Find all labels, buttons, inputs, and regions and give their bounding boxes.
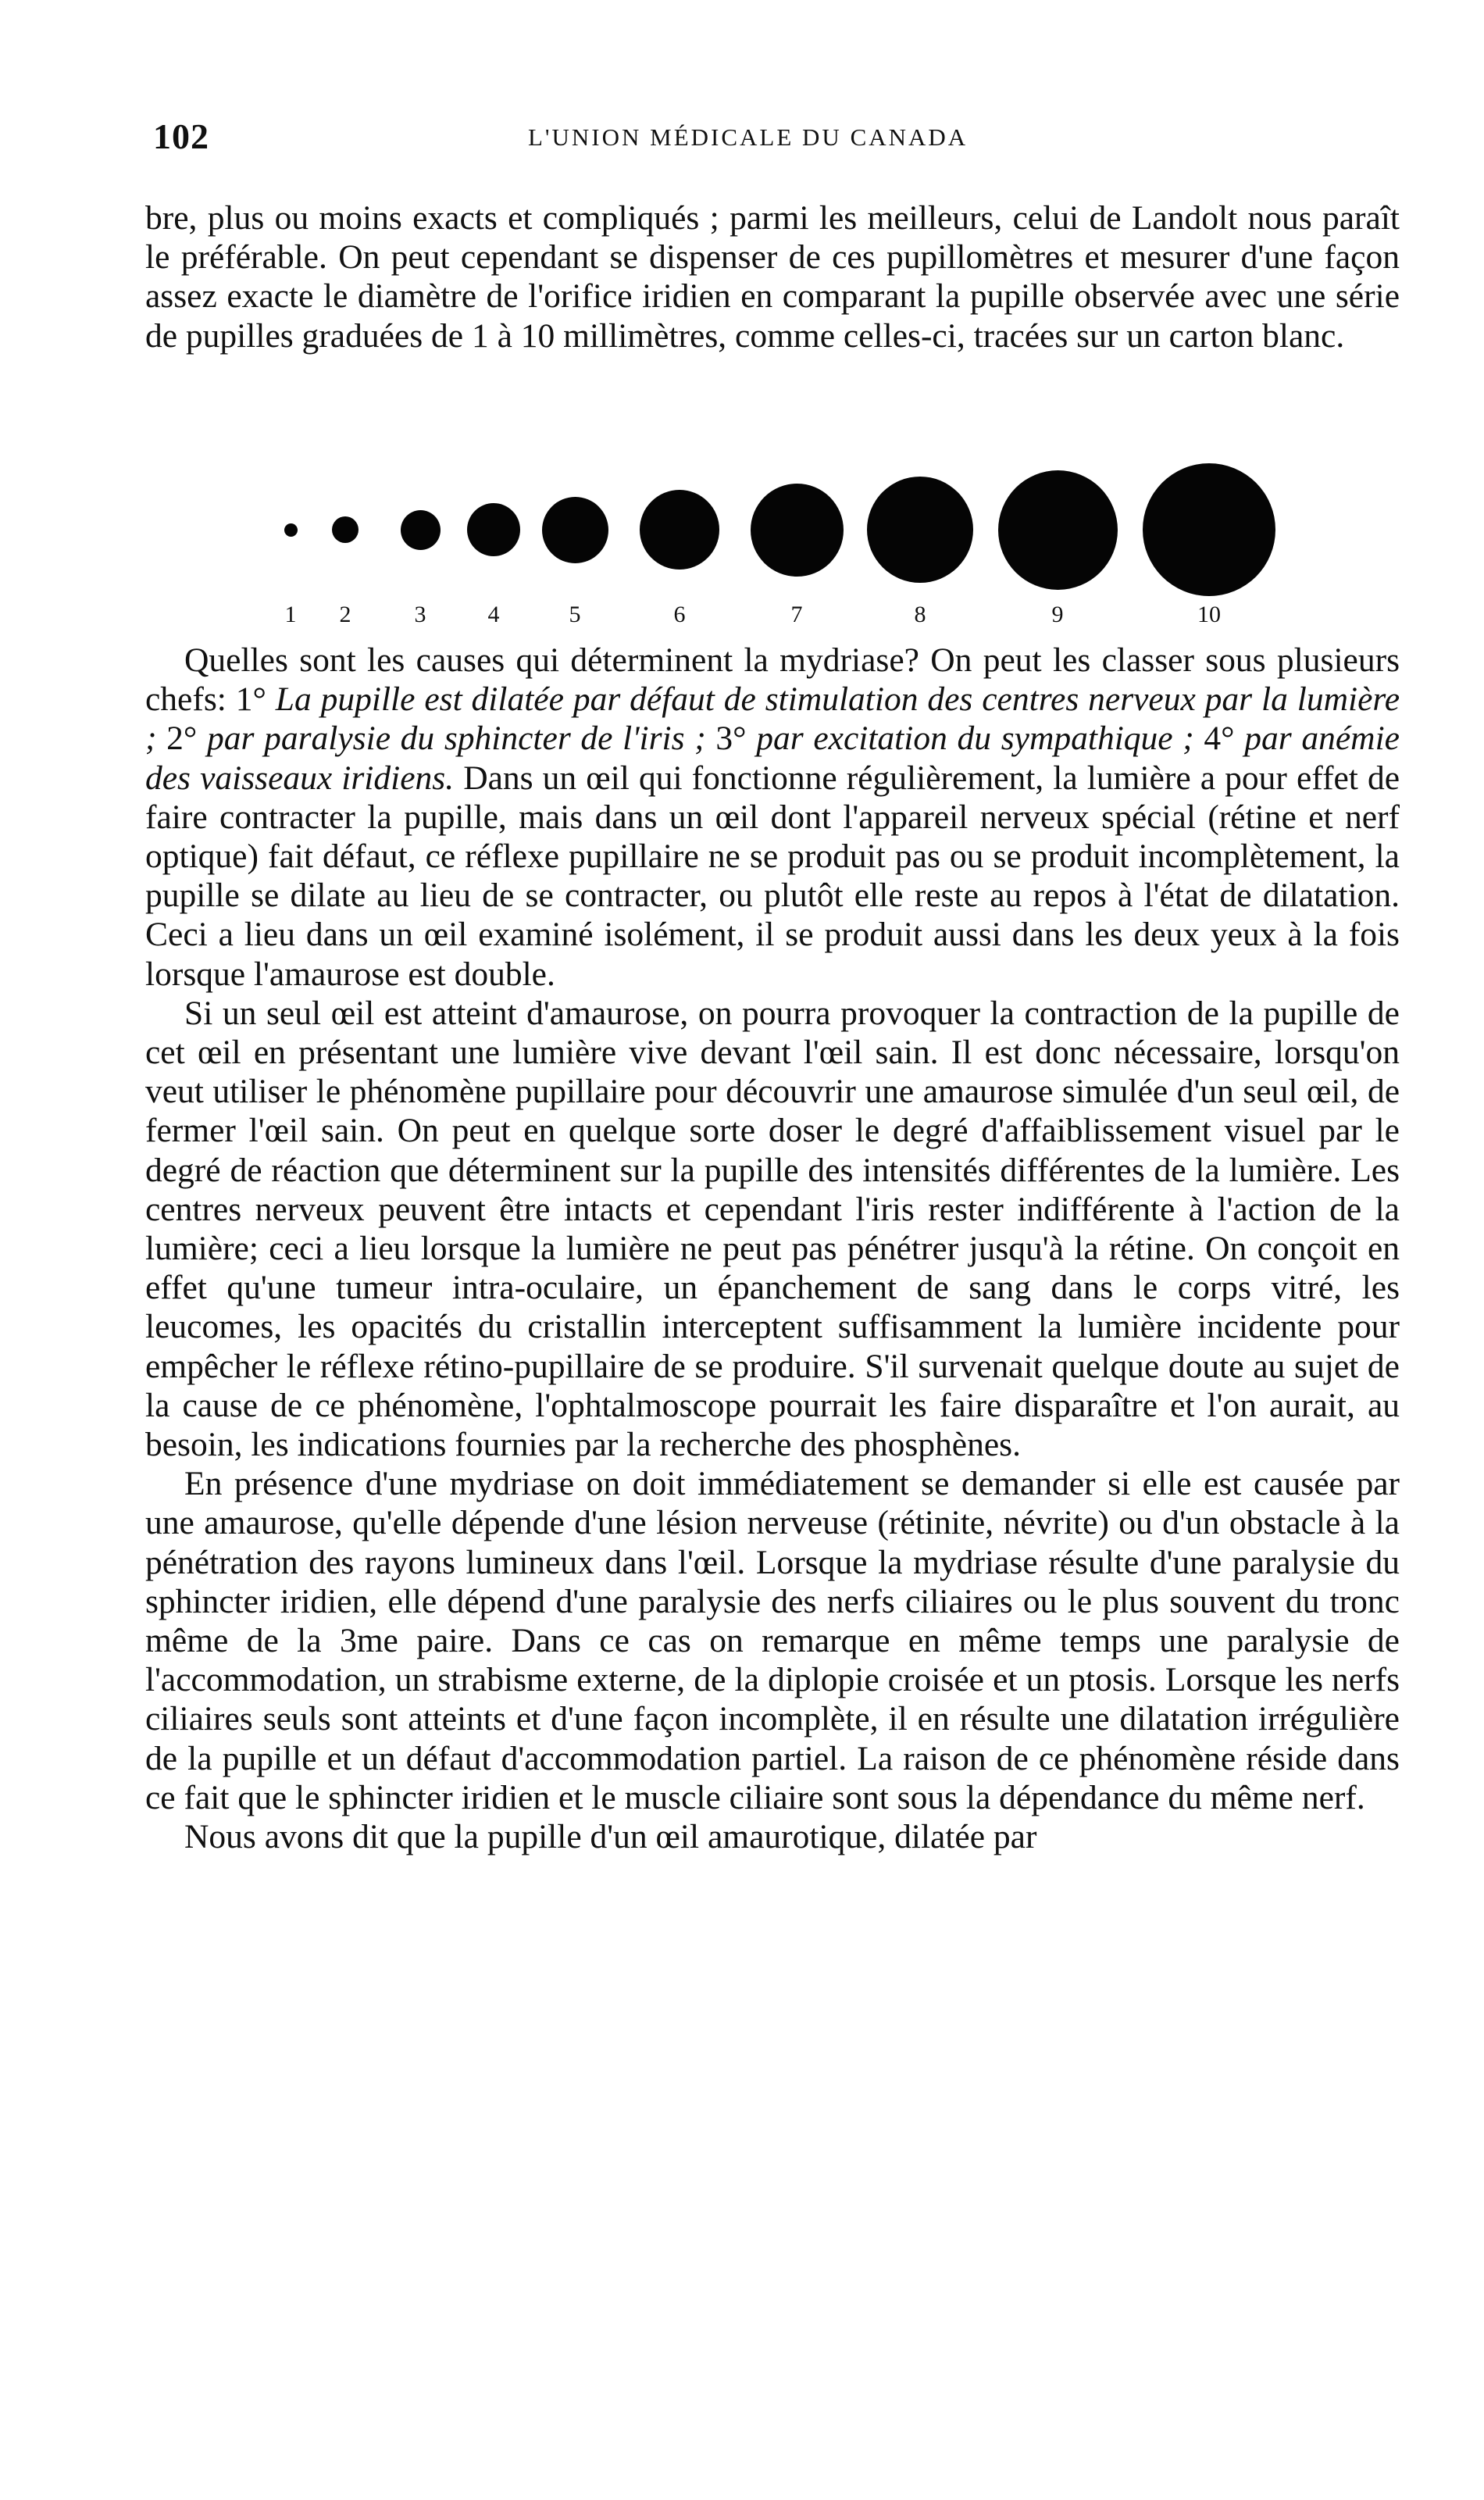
paragraph-text: 4° (1193, 720, 1245, 758)
pupil-dot-5mm (542, 497, 608, 563)
pupil-dot-9mm (998, 470, 1118, 590)
pupil-dot-1mm (284, 523, 298, 537)
paragraph-continuation: Nous avons dit que la pupille d'un œil amaurotique, dilatée par (184, 1818, 1037, 1856)
pupil-label: 6 (673, 602, 686, 627)
pupil-dot-8mm (867, 477, 973, 583)
pupil-label: 2 (339, 602, 351, 627)
pupil-label: 9 (1051, 602, 1064, 627)
paragraph-causes (145, 641, 1400, 994)
pupil-label: 8 (914, 602, 926, 627)
pupil-label: 4 (487, 602, 500, 627)
pupil-dot-10mm (1143, 463, 1275, 596)
pupil-label: 7 (790, 602, 803, 627)
pupil-label: 3 (414, 602, 426, 627)
pupil-dot-7mm (751, 484, 844, 577)
running-title: L'UNION MÉDICALE DU CANADA (528, 123, 969, 151)
text-block-bottom (145, 641, 1400, 1856)
pupil-dot-3mm (401, 510, 441, 550)
paragraph-amaurose: Si un seul œil est atteint d'amaurose, on pourra provoquer la contraction de la pupille de cet œil en présentant une lumière vive devant l'œil sain. Il est donc nécessaire, lorsqu'on veut utiliser le phénomène pupillaire pour découvrir une amaurose simulée d'un seul œil, de fermer l'œil sain. On peut en quelque sorte doser le degré d'affaiblissement visuel par le degré de réaction que déterminent sur la pupille des intensités différentes de la lumière. Les centres nerveux peuvent être intacts et cependant l'iris rester indifférente à l'action de la lumière; ceci a lieu lorsque la lumière ne peut pas pénétrer jusqu'à la rétine. On conçoit en effet qu'une tumeur intra-oculaire, un épanchement de sang dans le corps vitré, les leucomes, les opacités du cristallin interceptent suffisamment la lumière incidente pour empêcher le réflexe rétino-pupillaire de se produire. S'il survenait quelque doute au sujet de la cause de ce phénomène, l'ophtalmoscope pourrait les faire disparaître et l'on aurait, au besoin, les indications fournies par la recherche des phosphènes. (145, 994, 1400, 1464)
pupil-dot-6mm (640, 490, 719, 570)
paragraph-text: 2° (156, 720, 207, 758)
italic-cause-3: par excitation du sympathique ; (756, 720, 1194, 758)
paragraph-text: 3° (705, 720, 757, 758)
pupil-label: 5 (569, 602, 581, 627)
italic-cause-1: La pupille est dilatée par défaut de stimulation des centres nerveux par la lumière ; (145, 680, 1400, 758)
page-number: 102 (153, 116, 209, 156)
pupil-label: 1 (284, 602, 297, 627)
pupil-dot-4mm (467, 503, 520, 556)
italic-cause-2: par paralysie du sphincter de l'iris ; (207, 720, 706, 758)
text-block-top (145, 198, 1400, 355)
paragraph-mydriase: En présence d'une mydriase on doit immédiatement se demander si elle est causée par une amaurose, qu'elle dépende d'une lésion nerveuse (rétinite, névrite) ou d'un obstacle à la pénétration des rayons lumineux dans l'œil. Lorsque la mydriase résulte d'une paralysie du sphincter iridien, elle dépend d'une paralysie des nerfs ciliaires ou le plus souvent du tronc même de la 3me paire. Dans ce cas on remarque en même temps une paralysie de l'accommodation, un strabisme externe, de la diplopie croisée et un ptosis. Lorsque les nerfs ciliaires seuls sont atteints et d'une façon incomplète, il en résulte une dilatation irrégulière de la pupille et un défaut d'accommodation partiel. La raison de ce phénomène réside dans ce fait que le sphincter iridien et le muscle ciliaire sont sous la dépendance du même nerf. (145, 1465, 1400, 1816)
pupil-dot-2mm (332, 516, 359, 543)
paragraph-text: Quelles sont les causes qui déterminent la mydriase? On peut les classer sous plusieurs chefs: 1° (145, 641, 1400, 719)
page-header (153, 116, 1403, 162)
pupil-scale-figure (258, 467, 1336, 642)
paragraph: bre, plus ou moins exacts et compliqués ; parmi les meilleurs, celui de Landolt nous paraît le préférable. On peut cependant se dispenser de ces pupillomètres et mesurer d'une façon assez exacte le diamètre de l'orifice iridien en comparant la pupille observée avec une série de pupilles graduées de 1 à 10 millimètres, comme celles-ci, tracées sur un carton blanc. (145, 199, 1400, 355)
italic-cause-4: par anémie des vaisseaux iridiens. (145, 720, 1400, 797)
paragraph-text: Dans un œil qui fonctionne régulièrement, la lumière a pour effet de faire contracter la pupille, mais dans un œil dont l'appareil nerveux spécial (rétine et nerf optique) fait défaut, ce réflexe pupillaire ne se produit pas ou se produit incomplètement, la pupille se dilate au lieu de se contracter, ou plutôt elle reste au repos à l'état de dilatation. Ceci a lieu dans un œil examiné isolément, il se produit aussi dans les deux yeux à la fois lorsque l'amaurose est double. (145, 759, 1400, 993)
pupil-label: 10 (1197, 602, 1221, 627)
